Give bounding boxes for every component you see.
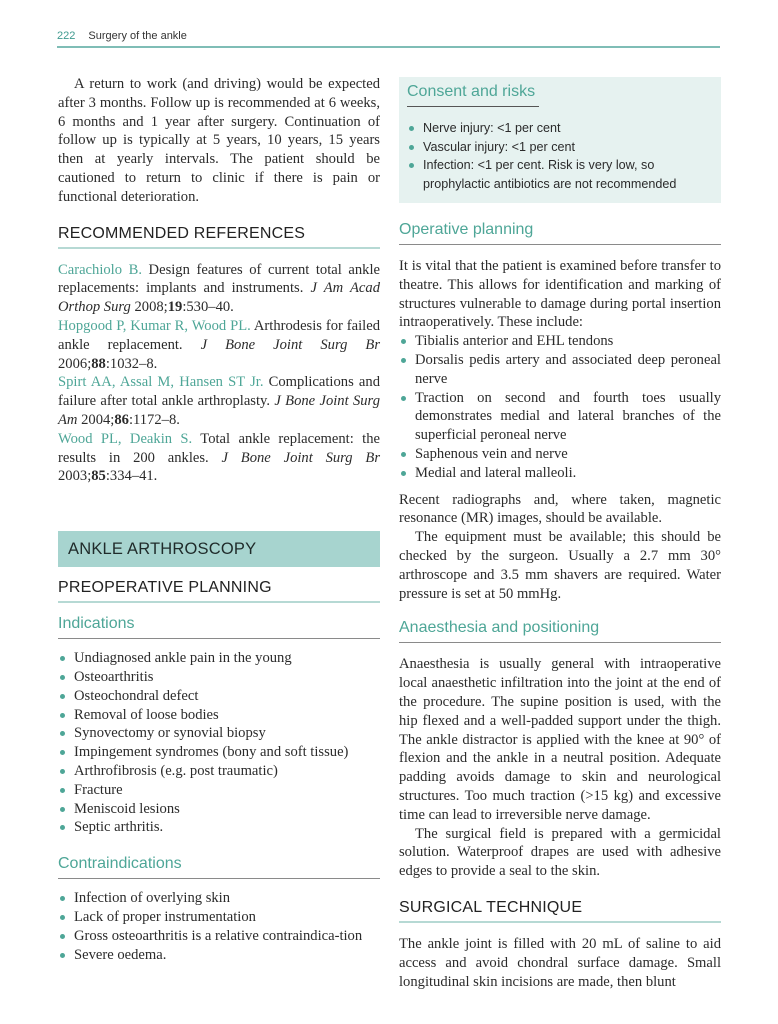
- reference-item: Spirt AA, Assal M, Hansen ST Jr. Complications and failure after total ankle arthroplasty. J Bone Joint Surg Am 2004;86:1172–8.: [58, 374, 380, 428]
- list-item: Gross osteoarthritis is a relative contraindica-tion: [58, 927, 380, 946]
- list-item: Saphenous vein and nerve: [399, 445, 721, 464]
- intro-paragraph: A return to work (and driving) would be expected after 3 months. Follow up is recommended at 6 weeks, 6 months and 1 year after surgery. Continuation of follow up is typically at 5 years, 10 years, 15 years then at yearly intervals. The patient should be cautioned to return to clinic if there is pain or functional deterioration.: [58, 76, 380, 205]
- list-item: Lack of proper instrumentation: [58, 908, 380, 927]
- reference-item: Hopgood P, Kumar R, Wood PL. Arthrodesis for failed ankle replacement. J Bone Joint Surg Br 2006;88:1032–8.: [58, 317, 381, 372]
- list-item: Vascular injury: <1 per cent: [407, 138, 711, 157]
- page-number: 222: [57, 30, 76, 42]
- bullet-icon: [60, 953, 65, 958]
- surgical-technique-heading: SURGICAL TECHNIQUE: [399, 899, 721, 923]
- radiographs-paragraph: Recent radiographs and, where taken, magnetic resonance (MR) images, should be available.: [399, 491, 721, 527]
- reference-authors: Spirt AA, Assal M, Hansen ST Jr.: [58, 374, 264, 391]
- bullet-icon: [60, 750, 65, 755]
- bullet-icon: [401, 396, 406, 401]
- reference-authors: Carachiolo B.: [58, 261, 142, 278]
- indications-list: [58, 649, 380, 837]
- list-item: Infection of overlying skin: [58, 889, 380, 908]
- list-item: Arthrofibrosis (e.g. post traumatic): [58, 762, 380, 781]
- reference-item: Carachiolo B. Design features of current total ankle replacements: implants and instruments. J Am Acad Orthop Surg 2008;19:530–40.: [58, 261, 381, 316]
- list-item: Traction on second and fourth toes usually demonstrates medial and lateral branches of the superficial peroneal nerve: [399, 389, 721, 445]
- running-head: [57, 30, 720, 48]
- bullet-icon: [401, 358, 406, 363]
- bullet-icon: [60, 788, 65, 793]
- bullet-icon: [409, 145, 414, 150]
- list-item: Nerve injury: <1 per cent: [407, 119, 711, 138]
- list-item: Infection: <1 per cent. Risk is very low, so prophylactic antibiotics are not recommended: [407, 156, 711, 193]
- list-item: Removal of loose bodies: [58, 706, 380, 725]
- list-item: Severe oedema.: [58, 946, 380, 965]
- contraindications-list: [58, 889, 380, 964]
- contraindications-heading: Contraindications: [58, 855, 380, 879]
- reference-authors: Hopgood P, Kumar R, Wood PL.: [58, 317, 251, 334]
- bullet-icon: [401, 471, 406, 476]
- list-item: Osteochondral defect: [58, 687, 380, 706]
- bullet-icon: [60, 675, 65, 680]
- reference-item: Wood PL, Deakin S. Total ankle replacement: the results in 200 ankles. J Bone Joint Surg Br 2003;85:334–41.: [58, 430, 381, 485]
- consent-heading: Consent and risks: [407, 83, 539, 107]
- anaesthesia-paragraph: Anaesthesia is usually general with intraoperative local anaesthetic infiltration into the joint at the end of the procedure. The supine position is used, with the hip flexed and a well-padded support under the thigh. The ankle distractor is applied with the knee at 90° of flexion and the ankle in a neutral position. Adequate padding avoids damage to skin and neurological structures. Too much traction (>15 kg) and excessive time can lead to irreversible nerve damage.: [399, 656, 721, 823]
- bullet-icon: [60, 656, 65, 661]
- references-heading: RECOMMENDED REFERENCES: [58, 225, 380, 249]
- bullet-icon: [60, 915, 65, 920]
- bullet-icon: [60, 896, 65, 901]
- bullet-icon: [60, 694, 65, 699]
- list-item: Undiagnosed ankle pain in the young: [58, 649, 380, 668]
- left-column: [58, 75, 380, 964]
- bullet-icon: [60, 934, 65, 939]
- list-item: Dorsalis pedis artery and associated deep peroneal nerve: [399, 351, 721, 389]
- preoperative-heading: PREOPERATIVE PLANNING: [58, 579, 380, 603]
- bullet-icon: [60, 769, 65, 774]
- list-item: Meniscoid lesions: [58, 800, 380, 819]
- bullet-icon: [401, 452, 406, 457]
- bullet-icon: [60, 731, 65, 736]
- bullet-icon: [60, 807, 65, 812]
- consent-list: [407, 119, 711, 193]
- list-item: Osteoarthritis: [58, 668, 380, 687]
- indications-heading: Indications: [58, 615, 380, 639]
- operative-structures-list: [399, 332, 721, 482]
- references-list: [58, 261, 380, 487]
- list-item: Septic arthritis.: [58, 818, 380, 837]
- bullet-icon: [60, 825, 65, 830]
- reference-authors: Wood PL, Deakin S.: [58, 430, 193, 447]
- bullet-icon: [409, 126, 414, 131]
- list-item: Medial and lateral malleoli.: [399, 464, 721, 483]
- equipment-paragraph: The equipment must be available; this should be checked by the surgeon. Usually a 2.7 mm 30° arthroscope and 3.5 mm shavers are required. Water pressure is set at 50 mmHg.: [399, 529, 721, 602]
- list-item: Impingement syndromes (bony and soft tissue): [58, 743, 380, 762]
- chapter-banner: ANKLE ARTHROSCOPY: [58, 531, 380, 567]
- list-item: Tibialis anterior and EHL tendons: [399, 332, 721, 351]
- right-column: [399, 75, 721, 991]
- bullet-icon: [409, 163, 414, 168]
- consent-box: [399, 77, 721, 203]
- list-item: Synovectomy or synovial biopsy: [58, 724, 380, 743]
- list-item: Fracture: [58, 781, 380, 800]
- surgical-field-paragraph: The surgical field is prepared with a germicidal solution. Waterproof drapes are used with adhesive edges to provide a seal to the skin.: [399, 825, 721, 880]
- bullet-icon: [60, 713, 65, 718]
- anaesthesia-heading: Anaesthesia and positioning: [399, 619, 721, 643]
- operative-intro: It is vital that the patient is examined before transfer to theatre. This allows for identification and marking of structures vulnerable to damage during portal insertion intraoperatively. These include:: [399, 258, 721, 331]
- surgical-technique-paragraph: The ankle joint is filled with 20 mL of saline to aid access and avoid chondral surface damage. Small longitudinal skin incisions are made, then blunt: [399, 935, 721, 990]
- running-title: Surgery of the ankle: [88, 30, 187, 42]
- bullet-icon: [401, 339, 406, 344]
- operative-planning-heading: Operative planning: [399, 221, 721, 245]
